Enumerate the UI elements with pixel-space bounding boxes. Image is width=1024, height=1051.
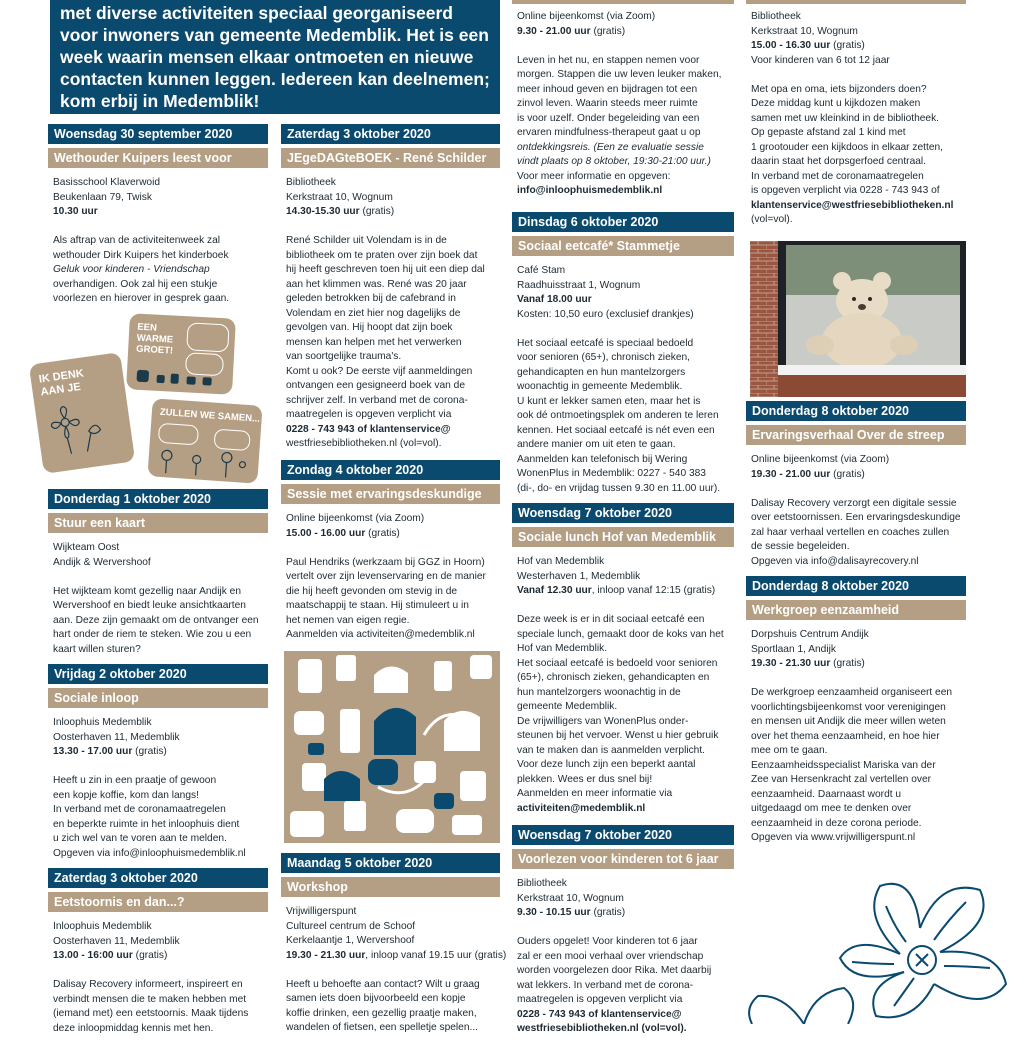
event-title: Sociaal eetcafé* Stammetje (512, 236, 734, 256)
event-date: Vrijdag 2 oktober 2020 (48, 664, 268, 684)
description-line: Als aftrap van de activiteitenweek zal (53, 235, 221, 246)
flowers-icon (156, 447, 252, 479)
event-body (48, 533, 268, 657)
description-line: WonenPlus in Medemblik: 0227 - 540 383 (517, 468, 706, 479)
event-location: Kerkstraat 10, Wognum (751, 25, 858, 37)
description-line: De werkgroep eenzaamheid organiseert een (751, 687, 953, 698)
description-line: daarin staat het dorpsgerfoed centraal. (751, 156, 926, 167)
event-location: Westerhaven 1, Medemblik (517, 570, 641, 582)
description-line: zal haar verhaal vertellen en coaches zullen (751, 526, 950, 538)
event-body (746, 1, 966, 228)
event-title: Wethouder Kuipers leest voor (48, 148, 268, 168)
description-line: Paul Hendriks (werkzaam bij GGZ in Hoorn) (286, 556, 485, 568)
event-sociale-lunch (512, 503, 734, 831)
event-time: Vanaf 12.30 uur, inloop vanaf 12:15 (gratis) (517, 585, 716, 596)
teddy-bear-window-photo (750, 241, 966, 397)
description-line: Zee van Hersenkracht zal vertellen over (751, 774, 932, 785)
description-line: Hof van Medemblik. (517, 643, 608, 654)
speech-bubble-icon (185, 352, 224, 376)
event-body (512, 547, 734, 816)
card-text: WARME (136, 332, 174, 346)
description-line: ontdekkingsreis. (Een ze evaluatie sessie (517, 141, 704, 153)
event-body (281, 168, 500, 452)
event-title: Werkgroep eenzaamheid (746, 600, 966, 620)
event-date: Woensdag 7 oktober 2020 (512, 825, 734, 845)
event-location: Beukenlaan 79, Twisk (53, 191, 152, 203)
event-time: 13.00 - 16:00 uur (gratis) (53, 950, 168, 961)
event-ervaringsverhaal (746, 401, 966, 584)
description-line: westfriesebibliotheken.nl (vol=vol). (517, 1023, 687, 1034)
description-line: wethouder Dirk Kuipers het kinderboek (53, 249, 229, 261)
event-body (746, 620, 966, 846)
description-line: maatregelen is opgeven verplicht via (286, 409, 452, 420)
description-line: gemeente Medemblik. (517, 701, 618, 712)
event-body (746, 445, 966, 569)
event-body (281, 504, 500, 643)
description-line: bibliotheek om te praten over zijn boek dat (286, 249, 478, 261)
event-sociale-inloop (48, 664, 268, 876)
event-title: Sociale lunch Hof van Medemblik (512, 527, 734, 547)
description-line: uitgedaagd om mee te denken over (751, 803, 912, 814)
description-line: over het thema eenzaamheid, en hoe hier (751, 730, 940, 742)
description-line: geleden betrokken bij de cafebrand in (286, 293, 456, 304)
greeting-card (147, 398, 262, 483)
description-line: Aanmelden en meer informatie via (517, 788, 673, 799)
description-line: mensen kan helpen met het verwerken (286, 336, 462, 348)
event-eetstoornis (48, 868, 268, 1051)
description-line: de sessie begeleiden. (751, 541, 850, 552)
description-line: en beperkte ruimte in het inloophuis dient (53, 818, 240, 830)
description-line: Opgeven via info@inloophuismedemblik.nl (53, 847, 246, 859)
event-location: Oosterhaven 11, Medemblik (53, 731, 180, 743)
description-line: zal er een mooi verhaal over vriendschap (517, 950, 704, 962)
description-line: ontvangen een gesigneerd boek van de (286, 380, 465, 391)
description-line: worden voorgelezen door Rika. Met daarbij (517, 965, 712, 976)
description-line: Het sociaal eetcafé is bedoeld voor senioren (517, 657, 718, 669)
greeting-card (29, 352, 135, 474)
description-line: maatregelen is opgeven verplicht via (517, 994, 683, 1005)
description-line: speciale lunch, gemaakt door de koks van het (517, 628, 724, 640)
description-line: Wervershoof en biedt leuke ansichtkaarten (53, 600, 246, 611)
description-line: eenzaamheid in deze corona periode. (751, 817, 922, 829)
event-title: Sociale inloop (48, 688, 268, 708)
event-location: Bibliotheek (286, 177, 336, 188)
event-location: Inloophuis Medemblik (53, 921, 152, 932)
description-line: meer inhoud geven en bijdragen tot een (517, 83, 698, 95)
description-line: hart onder de riem te steken. Wie zou u een (53, 629, 252, 640)
description-line: gevolgen van. Hij hoopt dat zijn boek (286, 322, 453, 333)
event-time: Vanaf 18.00 uur (517, 294, 592, 305)
event-body (512, 869, 734, 1037)
card-text: EEN (137, 321, 158, 334)
description-line: Eenzaamheidsspecialist Mariska van der (751, 759, 936, 771)
intro-banner (50, 0, 500, 114)
speech-bubble-icon (213, 429, 250, 451)
description-line: Komt u ook? De eerste vijf aanmeldingen (286, 365, 473, 377)
event-title: Eetstoornis en dan...? (48, 892, 268, 912)
event-location: Basisschool Klaverwoid (53, 177, 161, 188)
description-line: activiteiten@medemblik.nl (517, 802, 646, 814)
description-line: Met opa en oma, iets bijzonders doen? (751, 83, 927, 95)
description-line: woonachtig in gemeente Medemblik. (517, 381, 683, 392)
description-line: (di-, do- en vrijdag tussen 9.30 en 11.00 uur). (517, 482, 721, 494)
event-location: Cultureel centrum de Schoof (286, 920, 416, 932)
description-line: westfriesebibliotheken.nl (vol=vol). (286, 438, 442, 449)
description-line: kennen. Het sociaal eetcafé is nét even een (517, 424, 715, 436)
description-line: Deze week is er in dit sociaal eetcafé een (517, 614, 705, 625)
event-time: 13.30 - 17.00 uur (gratis) (53, 746, 167, 757)
speech-bubble-icon (158, 423, 199, 446)
event-audience: Voor kinderen van 6 tot 12 jaar (751, 54, 890, 66)
event-date: Donderdag 1 oktober 2020 (48, 489, 268, 509)
description-line: Voor meer informatie en opgeven: (517, 170, 671, 182)
event-date: Zaterdag 3 oktober 2020 (48, 868, 268, 888)
event-body (512, 256, 734, 496)
event-workshop (281, 853, 507, 1050)
description-line: gehandicapten en hun mantelzorgers (517, 366, 686, 378)
description-line: U kunt er lekker samen eten, maar het is (517, 395, 701, 407)
event-date: Zaterdag 3 oktober 2020 (281, 124, 500, 144)
description-line: (iemand met) een eetstoornis. Maak tijdens (53, 1008, 249, 1019)
event-location: Kerkstraat 10, Wognum (286, 191, 393, 203)
description-line: Volendam en ziet hier nog dagelijks de (286, 307, 461, 319)
intro-text: voor inwoners van gemeente Medemblik. Het is een (60, 25, 489, 45)
description-line: In verband met de coronamaatregelen (53, 804, 226, 815)
description-line: en mensen uit Andijk die meer willen weten (751, 716, 946, 727)
description-line: wat lekkers. In verband met de corona- (517, 979, 694, 991)
description-line: aan. Deze zijn gemaakt om de ontvanger een (53, 614, 259, 626)
description-line: vertelt over zijn levenservaring en de manier (286, 571, 486, 582)
event-time: 19.30 - 21.30 uur (gratis) (751, 658, 865, 669)
event-location: Andijk & Wervershoof (53, 556, 151, 568)
description-line: eenzaamheid. Daarnaast wordt u (751, 788, 902, 800)
intro-text: kom erbij in Medemblik! (60, 91, 260, 111)
description-line: vindt plaats op 8 oktober, 19:30-21:00 uur.) (517, 156, 711, 167)
description-line: Geluk voor kinderen - Vriendschap (53, 264, 210, 275)
description-line: samen iets doen bijvoorbeeld een kopje (286, 993, 466, 1004)
description-line: u zich wel van te voren aan te melden. (53, 833, 227, 844)
description-line: 0228 - 743 943 of klantenservice@ (517, 1008, 682, 1020)
description-line: morgen. Stappen die uw leven leuker maken, (517, 69, 722, 80)
description-line: Op gepaste afstand zal 1 kind met (751, 127, 906, 138)
flower-illustration-icon (43, 399, 109, 457)
description-line: info@inloophuismedemblik.nl (517, 185, 663, 196)
intro-text: contacten kunnen leggen. Iedereen kan deelnemen; (60, 69, 490, 89)
description-line: René Schilder uit Volendam is in de (286, 235, 447, 246)
description-line: (65+), chronisch zieken, gehandicapten en (517, 672, 710, 683)
description-line: voorlezen en hierover in gesprek gaan. (53, 293, 230, 304)
greeting-card (126, 313, 236, 394)
event-location: Vrijwilligerspunt (286, 906, 357, 917)
description-line: is opgeven verplicht via 0228 - 743 943 of (751, 185, 940, 196)
description-line: koffie drinken, een gezellig praatje maken, (286, 1007, 477, 1019)
description-line: van te maken dan is aanmelden verplicht. (517, 744, 706, 756)
description-line: (vol=vol). (751, 214, 793, 225)
description-line: Leven in het nu, en stappen nemen voor (517, 54, 700, 66)
event-title: Ervaringsverhaal Over de streep (746, 425, 966, 445)
description-line: kaart willen sturen? (53, 643, 141, 655)
description-line: Voor deze lunch zijn een beperkt aantal (517, 759, 696, 770)
event-location: Bibliotheek (517, 878, 567, 889)
event-body (48, 168, 268, 307)
flower-decoration-icon (744, 876, 1024, 1024)
event-location: Inloophuis Medemblik (53, 717, 152, 728)
event-location: Kerkelaantje 1, Wervershoof (286, 935, 415, 946)
description-line: verbindt mensen die te maken hebben met (53, 993, 247, 1005)
event-location: Online bijeenkomst (via Zoom) (517, 11, 656, 22)
description-line: voorlichtingsbijeenkomst voor verenigingen (751, 701, 946, 713)
event-location: Hof van Medemblik (517, 556, 605, 567)
event-location: Dorpshuis Centrum Andijk (751, 629, 869, 640)
description-line: klantenservice@westfriesebibliotheken.nl (751, 199, 954, 211)
description-line: zinvol leven. Waarin steeds meer ruimte (517, 98, 698, 109)
description-line: mee om te gaan. (751, 745, 828, 756)
teapots-and-cups-icon (284, 651, 500, 843)
event-body (512, 1, 734, 199)
description-line: een kopje koffie, kom dan langs! (53, 789, 199, 801)
kitchenware-illustration (284, 651, 500, 843)
event-time: 15.00 - 16.30 uur (gratis) (751, 40, 865, 51)
event-wethouder (48, 124, 268, 321)
description-line: maatschappij te staan. Hij stimuleert u in (286, 600, 469, 611)
description-line: hij heeft geschreven toen hij uit een diep dal (286, 264, 485, 275)
event-location: Sportlaan 1, Andijk (751, 643, 836, 655)
description-line: is voor uzelf. Onder begeleiding van een (517, 112, 700, 124)
description-line: In verband met de coronamaatregelen (751, 170, 924, 182)
event-title: Stuur een kaart (48, 513, 268, 533)
event-title: Sessie met ervaringsdeskundige (281, 484, 500, 504)
description-line: Aanmelden via activiteiten@medemblik.nl (286, 629, 475, 640)
description-line: Heeft u zin in een praatje of gewoon (53, 775, 217, 786)
description-line: die hij heeft gevonden om stevig in de (286, 585, 458, 597)
description-line: Opgeven via info@dalisayrecovery.nl (751, 555, 919, 567)
event-title: Voorlezen voor kinderen tot 6 jaar (512, 849, 734, 869)
event-time: 10.30 uur (53, 206, 98, 217)
event-title: Workshop (281, 877, 500, 897)
description-line: hun mantelzorgers woonachtig in de (517, 686, 681, 698)
event-time: 19.30 - 21.00 uur (gratis) (751, 468, 865, 480)
description-line: het nemen van eigen regie. (286, 614, 410, 626)
event-location: Bibliotheek (751, 11, 801, 22)
teddy-bear-icon (750, 241, 966, 397)
description-line: plekken. Wees er dus snel bij! (517, 773, 653, 785)
event-date: Woensdag 30 september 2020 (48, 124, 268, 144)
description-line: aan het klimmen was. René was 20 jaar (286, 278, 467, 290)
event-location: Kerkstraat 10, Wognum (517, 892, 624, 904)
description-line: samen met uw kleinkind in de bibliotheek. (751, 112, 940, 124)
event-stuur-kaart (48, 489, 268, 672)
event-cost: Kosten: 10,50 euro (exclusief drankjes) (517, 308, 694, 320)
description-line: wandelen of fietsen, een spelletje spelen... (286, 1022, 478, 1033)
event-voorlezen (512, 825, 734, 1051)
event-date: Woensdag 7 oktober 2020 (512, 503, 734, 523)
event-kijkdozen (746, 1, 966, 242)
description-line: steunen bij het vervoer. Wenst u hier gebruik (517, 730, 719, 741)
event-mindfulness (512, 1, 734, 213)
event-location: Online bijeenkomst (via Zoom) (286, 513, 425, 524)
description-line: over eetstoornissen. Een ervaringsdeskundige (751, 512, 961, 523)
speech-bubble-icon (186, 322, 229, 352)
description-line: voor senioren (65+), chronisch zieken, (517, 352, 690, 363)
description-line: Opgeven via www.vrijwilligerspunt.nl (751, 832, 916, 843)
event-location: Oosterhaven 11, Medemblik (53, 935, 180, 947)
description-line: overhandigen. Ook zal hij een stukje (53, 278, 218, 290)
event-date: Dinsdag 6 oktober 2020 (512, 212, 734, 232)
card-text: GROET! (135, 343, 174, 357)
event-eetcafe (512, 212, 734, 511)
card-text: ZULLEN WE SAMEN... (159, 406, 261, 425)
event-body (48, 708, 268, 861)
description-line: Het sociaal eetcafé is speciaal bedoeld (517, 337, 694, 349)
event-body (281, 897, 507, 1036)
description-line: Deze middag kunt u kijkdozen maken (751, 98, 921, 109)
intro-text: met diverse activiteiten speciaal georganiseerd (60, 3, 453, 23)
description-line: ook dé ontmoetingsplek om anderen te leren (517, 410, 719, 421)
event-date: Donderdag 8 oktober 2020 (746, 401, 966, 421)
description-line: Het wijkteam komt gezellig naar Andijk en (53, 585, 241, 597)
description-line: andere manier om uit eten te gaan. (517, 439, 676, 450)
description-line: 1 grootouder een kijkdoos in elkaar zetten, (751, 141, 943, 153)
description-line: Heeft u behoefte aan contact? Wilt u graag (286, 978, 480, 990)
event-location: Raadhuisstraat 1, Wognum (517, 279, 641, 291)
event-location: Online bijeenkomst (via Zoom) (751, 454, 890, 465)
event-werkgroep (746, 576, 966, 860)
description-line: Aanmelden kan telefonisch bij Wering (517, 453, 688, 465)
event-location: Wijkteam Oost (53, 542, 120, 553)
event-date: Zondag 4 oktober 2020 (281, 460, 500, 480)
event-time: 14.30-15.30 uur (gratis) (286, 206, 395, 217)
event-date: Maandag 5 oktober 2020 (281, 853, 500, 873)
intro-text: week waarin mensen elkaar ontmoeten en nieuwe (60, 47, 474, 67)
event-jegedagteboek (281, 124, 500, 466)
description-line: van soortgelijke trauma's. (286, 351, 402, 362)
event-time: 9.30 - 10.15 uur (gratis) (517, 907, 626, 918)
card-text: IK DENK AAN JE (38, 367, 85, 399)
description-line: deze inloopmiddag kennis met hen. (53, 1022, 214, 1034)
event-title: JEgeDAGteBOEK - René Schilder (281, 148, 500, 168)
event-time: 9.30 - 21.00 uur (gratis) (517, 25, 626, 37)
event-body (48, 912, 268, 1036)
description-line: De vrijwilligers van WonenPlus onder- (517, 715, 689, 727)
description-line: 0228 - 743 943 of klantenservice@ (286, 423, 451, 435)
description-line: Ouders opgelet! Voor kinderen tot 6 jaar (517, 936, 698, 947)
description-line: Dalisay Recovery informeert, inspireert en (53, 979, 243, 990)
event-date: Donderdag 8 oktober 2020 (746, 576, 966, 596)
description-line: schrijver zelf. In verband met de corona- (286, 394, 468, 406)
event-location: Café Stam (517, 265, 566, 276)
event-sessie (281, 460, 500, 657)
description-line: Dalisay Recovery verzorgt een digitale sessie (751, 497, 957, 509)
event-time: 15.00 - 16.00 uur (gratis) (286, 527, 400, 539)
description-line: ervaren mindfulness-therapeut gaat u op (517, 127, 701, 138)
event-time: 19.30 - 21.30 uur, inloop vanaf 19.15 uur (gratis) (286, 949, 507, 961)
